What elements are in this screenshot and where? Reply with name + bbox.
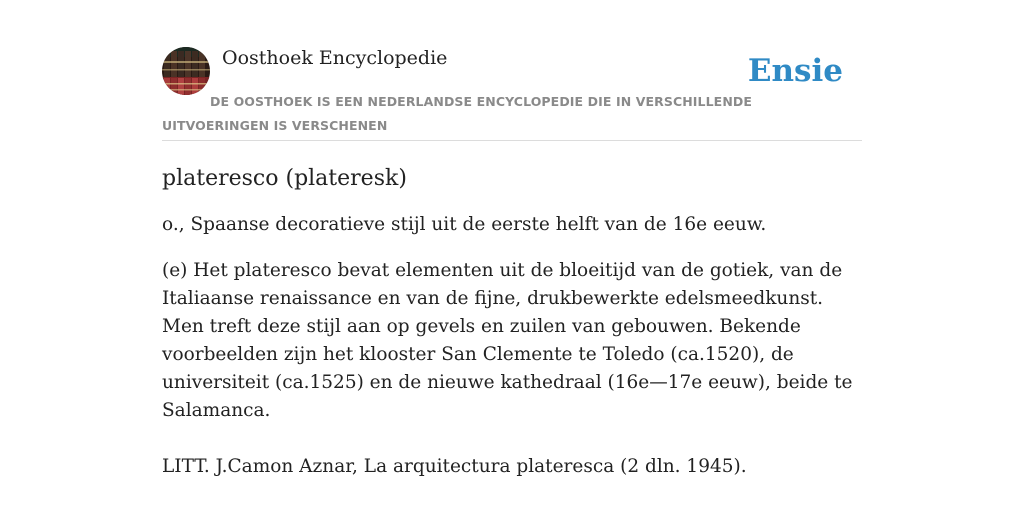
entry-literature: LITT. J.Camon Aznar, La arquitectura plateresca (2 dln. 1945). <box>162 456 747 477</box>
entry-body: (e) Het plateresco bevat elementen uit de bloeitijd van de gotiek, van de Italiaanse renaissance en van de fijne, drukbewerkte edelsmeedkunst. Men treft deze stijl aan op gevels en zuilen van gebouwen. Bekende voorbeelden zijn het klooster San Clemente te Toledo (ca.1520), de universiteit (ca.1525) en de nieuwe kathedraal (16e—17e eeuw), beide te Salamanca. <box>162 260 853 421</box>
book-spines-icon <box>162 47 210 95</box>
source-avatar[interactable] <box>162 47 210 95</box>
source-header <box>162 46 862 141</box>
source-tagline: DE OOSTHOEK IS EEN NEDERLANDSE ENCYCLOPEDIE DIE IN VERSCHILLENDE UITVOERINGEN IS VERSCHENEN <box>162 94 752 133</box>
entry-definition: o., Spaanse decoratieve stijl uit de eerste helft van de 16e eeuw. <box>162 214 767 235</box>
brand-logo[interactable]: Ensie <box>747 53 843 89</box>
source-title[interactable]: Oosthoek Encyclopedie <box>222 47 448 69</box>
entry-term: plateresco (plateresk) <box>162 166 407 191</box>
entry-content <box>162 162 862 481</box>
